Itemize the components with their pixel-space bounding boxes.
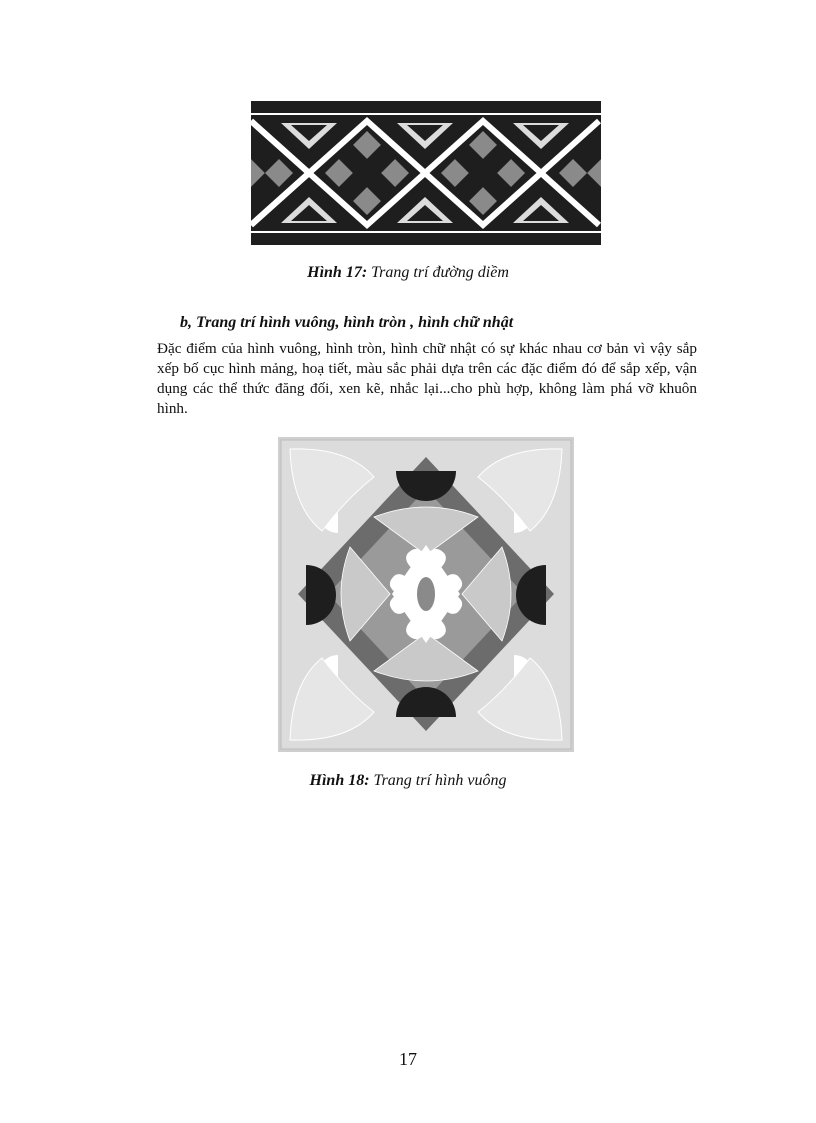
figure-17-caption	[0, 264, 816, 282]
figure-18-caption	[0, 772, 816, 790]
figure-18-title: Trang trí hình vuông	[373, 772, 507, 789]
section-heading: b, Trang trí hình vuông, hình tròn , hình chữ nhật	[180, 314, 514, 331]
figure-18-label: Hình 18:	[309, 772, 370, 789]
figure-17-title: Trang trí đường diềm	[371, 264, 509, 281]
figure-17-border-pattern	[251, 101, 601, 245]
figure-17-label: Hình 17:	[307, 264, 368, 281]
section-paragraph: Đặc điểm của hình vuông, hình tròn, hình chữ nhật có sự khác nhau cơ bản vì vậy sắp xếp bố cục hình mảng, hoạ tiết, màu sắc phải dựa trên các đặc điểm đó để sắp xếp, vận dụng các thể thức đăng đối, xen kẽ, nhắc lại...cho phù hợp, không làm phá vỡ khuôn hình.	[157, 340, 697, 417]
figure-18-square-pattern	[278, 437, 574, 752]
page-number: 17	[399, 1049, 417, 1069]
